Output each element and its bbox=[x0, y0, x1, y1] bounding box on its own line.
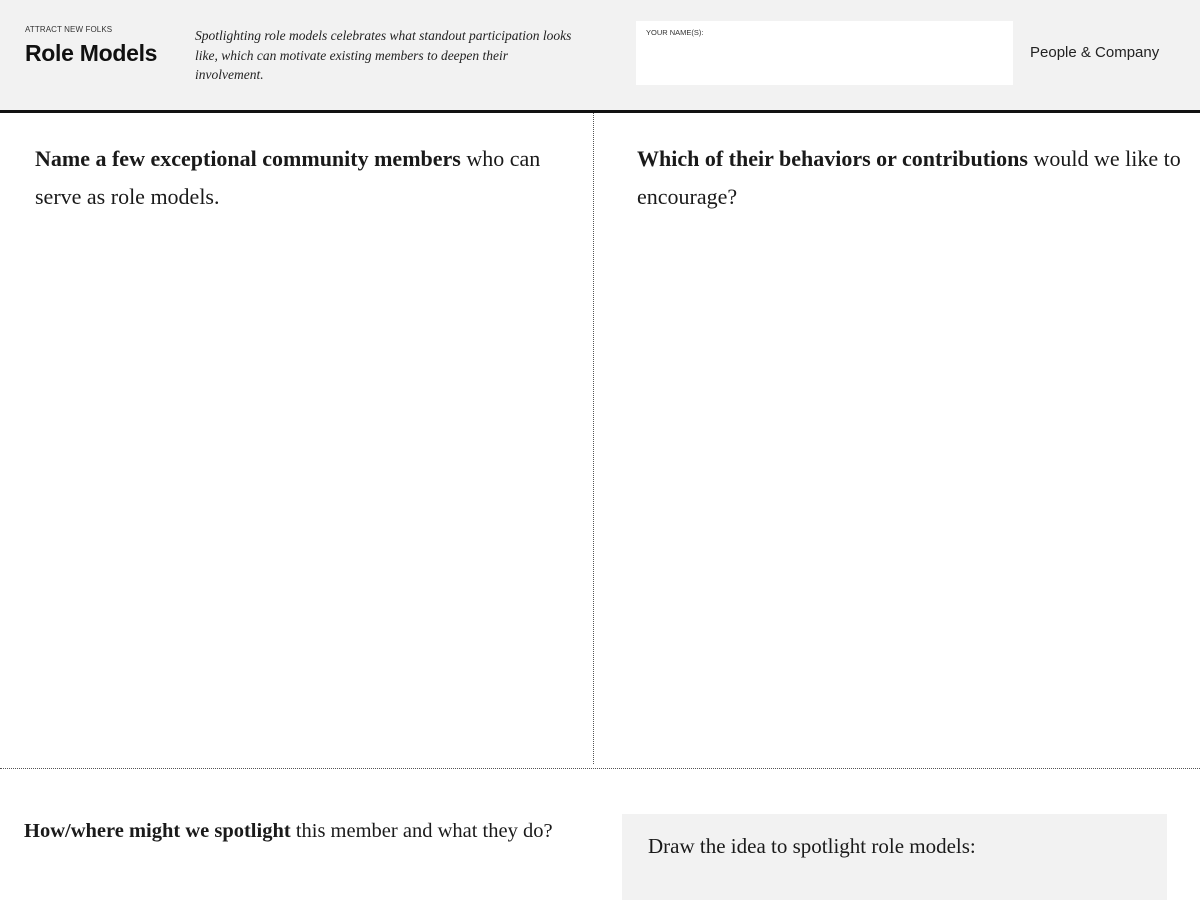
prompt-behaviors[interactable] bbox=[637, 140, 1197, 216]
draw-idea-label: Draw the idea to spotlight role models: bbox=[648, 834, 976, 858]
worksheet-header bbox=[0, 0, 1200, 113]
prompt-role-models-rest: who can serve as role models. bbox=[35, 146, 541, 209]
prompt-behaviors-rest: would we like to encourage? bbox=[637, 146, 1181, 209]
draw-idea-area[interactable] bbox=[622, 814, 1167, 900]
your-names-value[interactable] bbox=[646, 45, 1001, 77]
worksheet-title: Role Models bbox=[25, 40, 158, 66]
vertical-divider bbox=[593, 113, 594, 764]
prompt-spotlight-bold: How/where might we spotlight bbox=[24, 820, 291, 842]
worksheet-description: Spotlighting role models celebrates what standout participation looks like, which can motivate existing members to deepen their involvement. bbox=[195, 28, 572, 82]
prompt-spotlight-rest: this member and what they do? bbox=[290, 820, 553, 842]
prompt-spotlight[interactable] bbox=[24, 814, 584, 849]
horizontal-divider bbox=[0, 768, 1200, 769]
prompt-role-models-bold: Name a few exceptional community members bbox=[35, 146, 461, 171]
your-names-field[interactable] bbox=[636, 21, 1013, 85]
prompt-behaviors-bold: Which of their behaviors or contributions bbox=[637, 146, 1028, 171]
category-label: ATTRACT NEW FOLKS bbox=[25, 25, 113, 34]
brand-name: People & Company bbox=[1030, 44, 1160, 61]
your-names-label: YOUR NAME(S): bbox=[646, 28, 704, 37]
prompt-role-models[interactable] bbox=[35, 140, 575, 216]
